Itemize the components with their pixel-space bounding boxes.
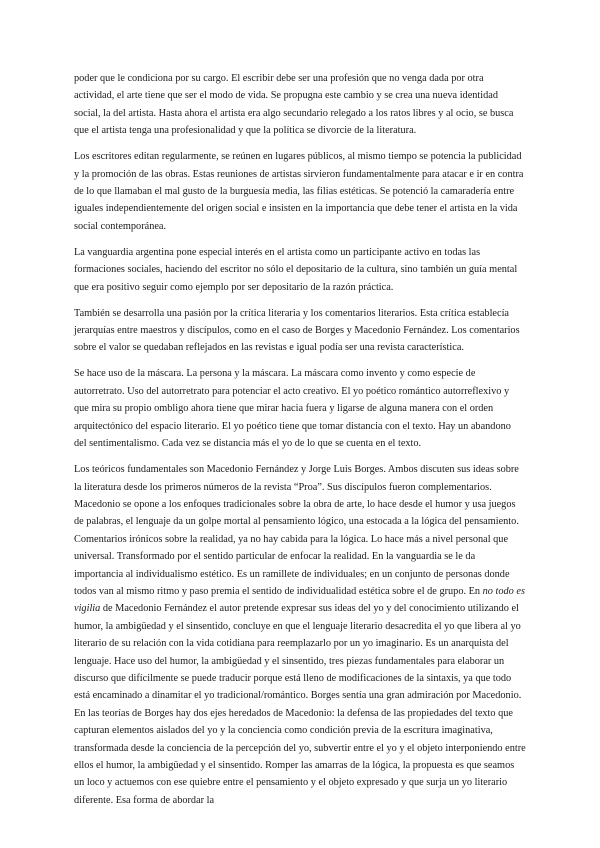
document-page xyxy=(74,70,526,818)
paragraph-escritores-reuniones: Los escritores editan regularmente, se reúnen en lugares públicos, al mismo tiempo se potencia la publicidad y la promoción de las obras. Estas reuniones de artistas sirvieron fundamentalmente para atacar e ir en contra de lo que llamaban el mal gusto de la burguesía media, las filias estéticas. Se potenció la camaradería entre iguales independientemente del origen social e insisten en la importancia que debe tener el artista en la vida social contemporánea. xyxy=(74,151,524,232)
paragraph-text-segment: Los teóricos fundamentales son Macedonio Fernández y Jorge Luis Borges. Ambos discuten sus ideas sobre la literatura desde los primeros números de la revista “Proa”. Sus discípulos fueron complementarios. Macedonio se opone a los enfoques tradicionales sobre la obra de arte, lo hace desde el humor y usa juegos de palabras, el lenguaje da un golpe mortal al pensamiento lógico, una estocada a la lógica del pensamiento. Comentarios irónicos sobre la realidad, ya no hay cabida para la lógica. Lo hace más a nivel personal que universal. Transformado por el sentido particular de enfocar la realidad. En la vanguardia se le da importancia al individualismo estético. Es un ramillete de individuales; en un conjunto de personas donde todos van al mismo ritmo y paso premia el sentido de individualidad estética sobre el de grupo. En xyxy=(74,464,519,597)
paragraph-mascara: Se hace uso de la máscara. La persona y la máscara. La máscara como invento y como especie de autorretrato. Uso del autorretrato para potenciar el acto creativo. El yo poético romántico autorreflexivo y que mira su propio ombligo ahora tiene que mirar hacia fuera y ligarse de alguna manera con el orden arquitectónico del espacio literario. El yo poético tiene que tomar distancia con el texto. Hay un abandono del sentimentalismo. Cada vez se distancia más el yo de lo que se cuenta en el texto. xyxy=(74,368,511,450)
paragraph-teoricos-fundamentales xyxy=(74,461,526,809)
paragraph-critica-literaria: También se desarrolla una pasión por la crítica literaria y los comentarios literarios. Esta crítica establecía jerarquías entre maestros y discípulos, como en el caso de Borges y Macedonio Fernández. Los comentarios sobre el valor se quedaban reflejados en las revistas e igual podía ser una revista característica. xyxy=(74,307,520,354)
paragraph-text-segment: de Macedonio Fernández el autor pretende expresar sus ideas del yo y del conocimiento utilizando el humor, la ambigüedad y el sinsentido, concluye en que el lenguaje literario desacredita el yo que libera al yo literario de su relación con la vida cotidiana para reemplazarlo por un yo imaginario. Es un anarquista del lenguaje. Hace uso del humor, la ambigüedad y el sinsentido, tres piezas fundamentales para elaborar un discurso que difícilmente se puede traducir porque está lleno de modificaciones de la sintaxis, ya que todo está encaminado a dinamitar el yo tradicional/romántico. Borges sentía una gran admiración por Macedonio. En las teorías de Borges hay dos ejes heredados de Macedonio: la defensa de las propiedades del texto que capturan elementos aislados del yo y la conciencia como condición previa de la escritura imaginativa, transformada desde la conciencia de la percepción del yo, subvertir entre el yo y el objeto interponiendo entre ellos el humor, la ambigüedad y el sinsentido. Romper las amarras de la lógica, la propuesta es que seamos un loco y actuemos con ese quiebre entre el pensamiento y el objeto expresado y que surja un yo literario diferente. Esa forma de abordar la xyxy=(74,603,526,806)
paragraph-vanguardia-argentina: La vanguardia argentina pone especial interés en el artista como un participante activo en todas las formaciones sociales, haciendo del escritor no sólo el depositario de la cultura, sino también un guía mental que era positivo seguir como ejemplo por ser depositario de la razón práctica. xyxy=(74,246,518,293)
book-title-italic: no todo es vigilia xyxy=(74,585,525,615)
paragraph-profesion-artista: poder que le condiciona por su cargo. El escribir debe ser una profesión que no venga dada por otra actividad, el arte tiene que ser el modo de vida. Se propugna este cambio y se crea una nueva identidad social, la del artista. Hasta ahora el artista era algo secundario relegado a los ratos libres y al ocio, se busca que el artista tenga una profesionalidad y que la política se divorcie de la literatura. xyxy=(74,73,514,137)
